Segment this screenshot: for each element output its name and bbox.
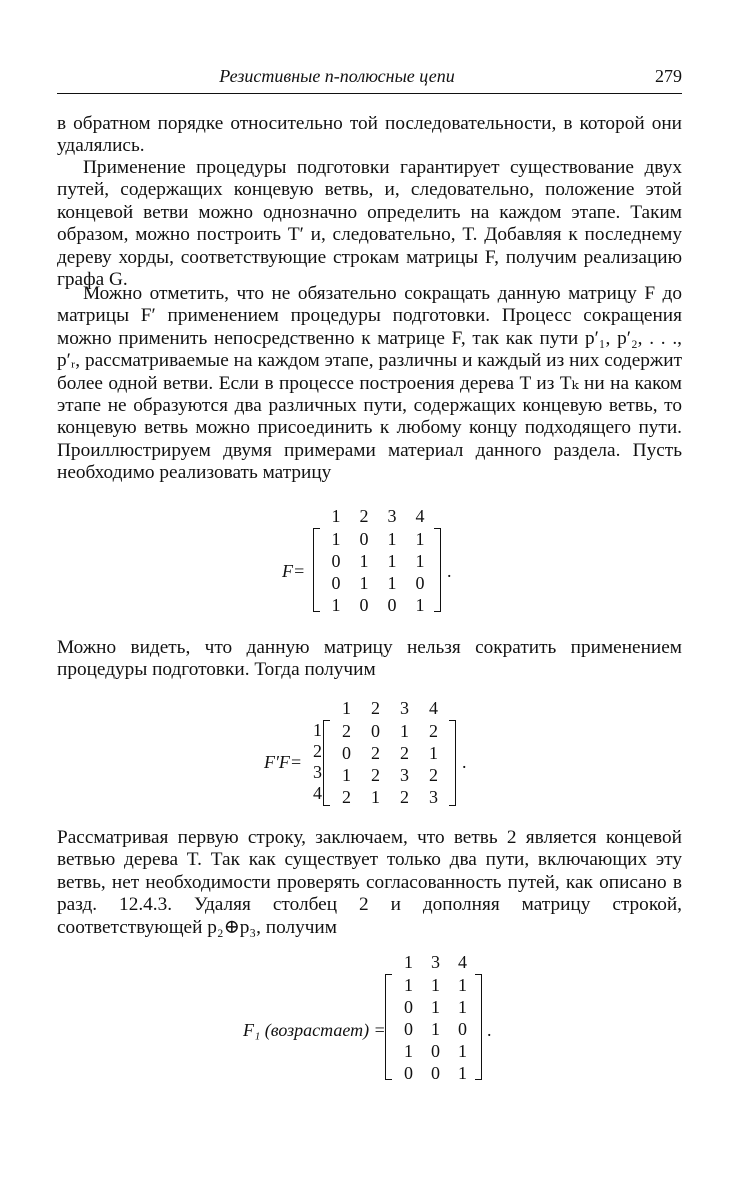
matrix-cell: 0 (331, 573, 341, 593)
matrix-column-header: 3 (387, 506, 397, 526)
matrix-cell: 0 (359, 529, 369, 549)
matrix-f1-left-bracket (385, 974, 392, 1080)
matrix-column-header: 2 (371, 698, 380, 718)
matrix-cell: 1 (458, 997, 467, 1017)
matrix-column-header: 4 (415, 506, 425, 526)
matrix-f1-label: F₁ (возрастает) = (243, 1020, 386, 1040)
page-number: 279 (655, 66, 682, 86)
matrix-cell: 0 (371, 721, 380, 741)
matrix-cell: 1 (431, 997, 440, 1017)
matrix-f-body (322, 528, 434, 616)
matrix-row-label: 4 (313, 783, 322, 803)
matrix-cell: 2 (371, 743, 380, 763)
matrix-cell: 1 (331, 529, 341, 549)
matrix-cell: 0 (458, 1019, 467, 1039)
matrix-cell: 1 (359, 573, 369, 593)
matrix-cell: 1 (431, 975, 440, 995)
matrix-cell: 1 (400, 721, 409, 741)
matrix-cell: 2 (400, 743, 409, 763)
header-rule (57, 93, 682, 94)
paragraph-4: Можно видеть, что данную матрицу нельзя сократить применением процедуры подготовки. Тогда получим (57, 637, 682, 681)
matrix-cell: 2 (371, 765, 380, 785)
matrix-ftf-period: . (462, 752, 467, 772)
matrix-cell: 1 (331, 595, 341, 615)
matrix-f-left-bracket (313, 528, 320, 612)
matrix-cell: 1 (458, 975, 467, 995)
matrix-cell: 0 (387, 595, 397, 615)
matrix-row (322, 572, 434, 594)
matrix-column-header: 2 (359, 506, 369, 526)
paragraph-2: Применение процедуры подготовки гарантирует существование двух путей, содержащих концевую ветвь, и, следовательно, положение этой концевой ветви можно однозначно определить на каждом этапе. Таким образом, можно построить T′ и, следовательно, T. Добавляя к последнему дереву хорды, соответствующие строкам матрицы F, получим реализацию графа G. (57, 157, 682, 291)
matrix-f1-period: . (487, 1020, 492, 1040)
matrix-row-label: 1 (313, 720, 322, 740)
header-title: Резистивные n-полюсные цепи (219, 66, 455, 86)
matrix-cell: 2 (429, 765, 438, 785)
matrix-cell: 1 (387, 573, 397, 593)
matrix-cell: 1 (387, 551, 397, 571)
matrix-column-header: 3 (400, 698, 409, 718)
matrix-cell: 0 (331, 551, 341, 571)
running-header (57, 64, 682, 90)
matrix-ftf-right-bracket (449, 720, 456, 806)
matrix-f-label: F= (282, 561, 306, 581)
matrix-row (322, 528, 434, 550)
matrix-cell: 2 (400, 787, 409, 807)
matrix-row (332, 742, 448, 764)
matrix-row (332, 786, 448, 808)
matrix-row (322, 594, 434, 616)
matrix-row (395, 1040, 476, 1062)
matrix-cell: 0 (404, 997, 413, 1017)
matrix-f-period: . (447, 561, 452, 581)
matrix-cell: 0 (404, 1019, 413, 1039)
matrix-cell: 1 (387, 529, 397, 549)
paragraph-5: Рассматривая первую строку, заключаем, что ветвь 2 является концевой ветвью дерева T. Так как существует только два пути, включающих эту ветвь, нет необходимости проверять согласованность путей, как описано в разд. 12.4.3. Удаляя столбец 2 и дополняя матрицу строкой, соответствующей p₂⊕p₃, получим (57, 827, 682, 938)
matrix-column-header: 1 (404, 952, 413, 972)
matrix-row (332, 720, 448, 742)
matrix-cell: 1 (415, 551, 425, 571)
matrix-f-right-bracket (434, 528, 441, 612)
matrix-row-label: 2 (313, 741, 322, 761)
matrix-cell: 1 (404, 975, 413, 995)
matrix-cell: 1 (429, 743, 438, 763)
matrix-cell: 2 (429, 721, 438, 741)
matrix-cell: 1 (359, 551, 369, 571)
matrix-cell: 1 (415, 529, 425, 549)
matrix-cell: 0 (431, 1041, 440, 1061)
matrix-f1-right-bracket (475, 974, 482, 1080)
matrix-row (322, 550, 434, 572)
matrix-cell: 1 (404, 1041, 413, 1061)
matrix-f1-body (395, 974, 476, 1084)
matrix-cell: 1 (342, 765, 351, 785)
matrix-cell: 1 (431, 1019, 440, 1039)
matrix-cell: 1 (415, 595, 425, 615)
matrix-row (395, 1018, 476, 1040)
matrix-cell: 0 (359, 595, 369, 615)
matrix-cell: 0 (415, 573, 425, 593)
matrix-cell: 3 (400, 765, 409, 785)
matrix-column-header: 4 (458, 952, 467, 972)
matrix-column-header: 1 (331, 506, 341, 526)
matrix-cell: 2 (342, 721, 351, 741)
matrix-cell: 1 (458, 1063, 467, 1083)
matrix-cell: 2 (342, 787, 351, 807)
matrix-row-label: 3 (313, 762, 322, 782)
matrix-row (395, 1062, 476, 1084)
matrix-column-header: 4 (429, 698, 438, 718)
matrix-column-header: 1 (342, 698, 351, 718)
matrix-cell: 0 (404, 1063, 413, 1083)
matrix-row (395, 974, 476, 996)
matrix-cell: 0 (431, 1063, 440, 1083)
paragraph-3: Можно отметить, что не обязательно сокращать данную матрицу F до матрицы F′ применением процедуры подготовки. Процесс сокращения можно применить непосредственно к матрице F, так как пути p′₁, p′₂, . . ., p′ᵣ, рассматриваемые на каждом этапе, различны и каждый из них содержит более одной ветви. Если в процессе построения дерева T из Tₖ ни на каком этапе не образуются два различных пути, содержащих концевую ветвь, то концевую ветвь можно присоединить к любому концу подходящего пути. Проиллюстрируем двумя примерами материал данного раздела. Пусть необходимо реализовать матрицу (57, 283, 682, 484)
matrix-ftf-body (332, 720, 448, 808)
matrix-cell: 3 (429, 787, 438, 807)
matrix-row (332, 764, 448, 786)
paragraph-1: в обратном порядке относительно той последовательности, в которой они удалялись. (57, 113, 682, 157)
matrix-cell: 0 (342, 743, 351, 763)
matrix-row (395, 996, 476, 1018)
matrix-cell: 1 (371, 787, 380, 807)
matrix-ftf-left-bracket (323, 720, 330, 806)
matrix-cell: 1 (458, 1041, 467, 1061)
matrix-column-header: 3 (431, 952, 440, 972)
matrix-ftf-label: F′F= (264, 752, 303, 772)
